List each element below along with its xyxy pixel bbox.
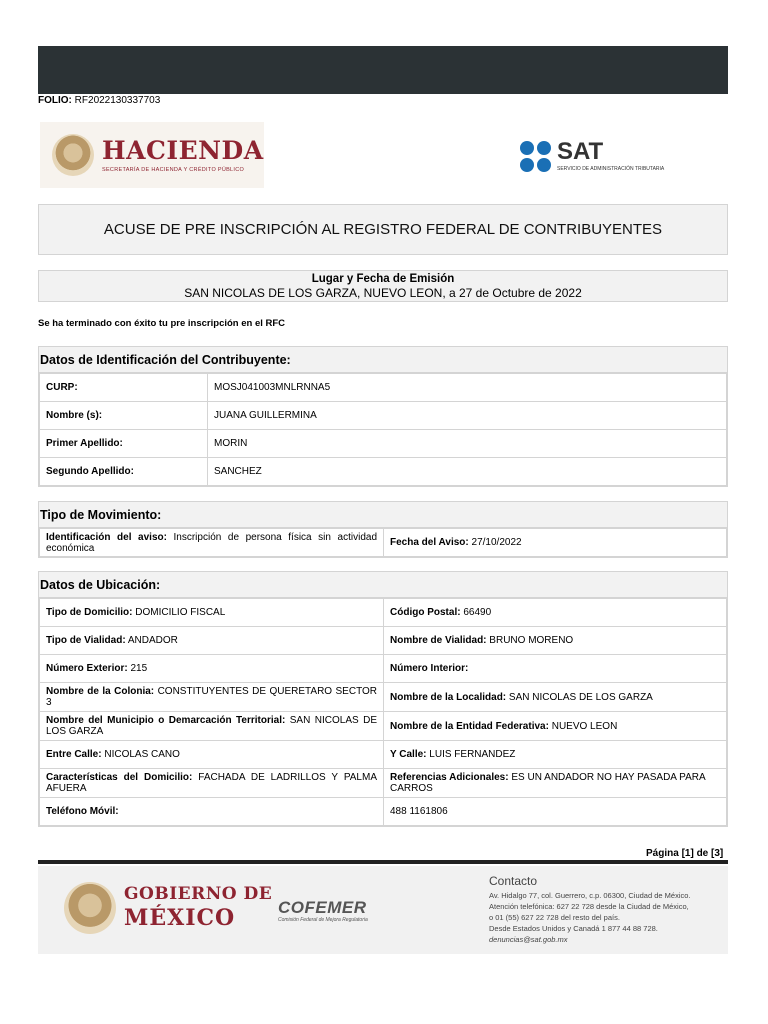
nombre-vialidad-label: Nombre de Vialidad: [390, 635, 487, 646]
entidad-cell [384, 712, 727, 741]
table-row [40, 627, 727, 655]
telefono-movil-value: 488 1161806 [390, 806, 448, 817]
localidad-value: SAN NICOLAS DE LOS GARZA [508, 691, 653, 703]
numero-interior-label: Número Interior: [390, 663, 469, 674]
telefono-movil-cell [40, 798, 384, 826]
identificacion-heading: Datos de Identificación del Contribuyente: [39, 347, 727, 373]
sat-subtitle: SERVICIO DE ADMINISTRACIÓN TRIBUTARIA [557, 166, 665, 172]
table-row [40, 798, 727, 826]
gobierno-logo [124, 884, 272, 931]
contacto-block [489, 874, 691, 945]
page-number: Página [1] de [3] [646, 848, 724, 859]
fecha-aviso-cell [384, 529, 727, 557]
numero-interior-cell [384, 655, 727, 683]
codigo-postal-cell [384, 599, 727, 627]
contacto-line: o 01 (55) 627 22 728 del resto del país. [489, 913, 620, 922]
hacienda-title: HACIENDA [102, 136, 264, 165]
cofemer-subtitle: Comisión Federal de Mejora Regulatoria [278, 917, 368, 923]
tipo-domicilio-cell [40, 599, 384, 627]
table-row [40, 599, 727, 627]
tipo-domicilio-label: Tipo de Domicilio: [46, 607, 133, 618]
nombre-vialidad-cell [384, 627, 727, 655]
mexico-seal-icon [52, 134, 94, 176]
codigo-postal-label: Código Postal: [390, 607, 461, 618]
hacienda-subtitle: SECRETARÍA DE HACIENDA Y CRÉDITO PÚBLICO [102, 167, 245, 173]
municipio-cell [40, 712, 384, 741]
colonia-value: CONSTITUYENTES DE QUERETARO SECTOR 3 [46, 686, 378, 708]
tipo-vialidad-cell [40, 627, 384, 655]
lugar-heading: Lugar y Fecha de Emisión [311, 273, 455, 285]
identificacion-table [39, 373, 727, 486]
telefono-movil-label: Teléfono Móvil: [46, 806, 119, 817]
referencias-value: ES UN ANDADOR NO HAY PASADA PARA CARROS [390, 772, 706, 794]
caracteristicas-label: Características del Domicilio: [46, 772, 193, 783]
colonia-cell [40, 683, 384, 712]
contacto-email-link[interactable]: denuncias@sat.gob.mx [489, 935, 568, 944]
municipio-label: Nombre del Municipio o Demarcación Territorial: [46, 715, 286, 726]
referencias-cell [384, 769, 727, 798]
entre-calle-value: NICOLAS CANO [104, 749, 180, 760]
tipo-vialidad-label: Tipo de Vialidad: [46, 635, 126, 646]
codigo-postal-value: 66490 [463, 607, 492, 618]
gobierno-seal-icon [64, 882, 116, 934]
success-message: Se ha terminado con éxito tu pre inscripción en el RFC [38, 318, 286, 329]
fecha-aviso-value: 27/10/2022 [471, 537, 522, 548]
sat-logo [520, 132, 698, 180]
municipio-value: SAN NICOLAS DE LOS GARZA [46, 715, 377, 737]
entidad-label: Nombre de la Entidad Federativa: [390, 720, 549, 732]
aviso-value: Inscripción de persona física sin actividad económica [46, 531, 378, 554]
table-row [40, 374, 727, 402]
contacto-line: Desde Estados Unidos y Canadá 1 877 44 88 728. [489, 924, 658, 933]
numero-exterior-cell [40, 655, 384, 683]
lugar-fecha-box [38, 270, 728, 302]
header-bar [38, 46, 728, 94]
cofemer-title: COFEMER [278, 898, 367, 917]
primer-apellido-value: MORIN [208, 430, 727, 458]
table-row [40, 430, 727, 458]
gobierno-line2: MÉXICO [124, 905, 236, 931]
fecha-aviso-label: Fecha del Aviso: [390, 537, 469, 548]
segundo-apellido-label: Segundo Apellido: [40, 458, 208, 486]
sat-dots-icon [520, 141, 551, 172]
primer-apellido-label: Primer Apellido: [40, 430, 208, 458]
caracteristicas-value: FACHADA DE LADRILLOS Y PALMA AFUERA [46, 772, 377, 794]
referencias-label: Referencias Adicionales: [390, 772, 509, 783]
gobierno-line1: GOBIERNO DE [124, 884, 273, 904]
nombre-label: Nombre (s): [40, 402, 208, 430]
caracteristicas-cell [40, 769, 384, 798]
numero-exterior-label: Número Exterior: [46, 663, 128, 674]
movimiento-heading: Tipo de Movimiento: [39, 502, 727, 528]
aviso-cell [40, 529, 384, 557]
folio [38, 95, 160, 106]
hacienda-logo [40, 122, 264, 188]
table-row [40, 683, 727, 712]
tipo-vialidad-value: ANDADOR [127, 635, 178, 646]
table-row [40, 529, 727, 557]
table-row [40, 712, 727, 741]
curp-label: CURP: [40, 374, 208, 402]
entidad-value: NUEVO LEON [551, 720, 618, 732]
contacto-line: Av. Hidalgo 77, col. Guerrero, c.p. 06300, Ciudad de México. [489, 891, 691, 900]
nombre-vialidad-value: BRUNO MORENO [489, 635, 574, 646]
contacto-heading: Contacto [489, 874, 538, 888]
table-row [40, 655, 727, 683]
table-row [40, 458, 727, 486]
folio-label: FOLIO: [38, 95, 72, 106]
contacto-line: Atención telefónica: 627 22 728 desde la Ciudad de México, [489, 902, 689, 911]
document-title: ACUSE DE PRE INSCRIPCIÓN AL REGISTRO FEDERAL DE CONTRIBUYENTES [38, 204, 728, 255]
footer [38, 866, 728, 954]
nombre-value: JUANA GUILLERMINA [208, 402, 727, 430]
curp-value: MOSJ041003MNLRNNA5 [208, 374, 727, 402]
footer-divider [38, 860, 728, 864]
aviso-label: Identificación del aviso: [46, 531, 167, 543]
identificacion-section [38, 346, 728, 487]
ubicacion-table [39, 598, 727, 826]
ubicacion-section [38, 571, 728, 827]
telefono-movil-value-cell [384, 798, 727, 826]
entre-calle-cell [40, 741, 384, 769]
y-calle-cell [384, 741, 727, 769]
movimiento-section [38, 501, 728, 558]
y-calle-label: Y Calle: [390, 749, 427, 760]
segundo-apellido-value: SANCHEZ [208, 458, 727, 486]
sat-title: SAT [557, 138, 604, 165]
entre-calle-label: Entre Calle: [46, 749, 102, 760]
folio-value: RF2022130337703 [74, 95, 161, 106]
table-row [40, 741, 727, 769]
localidad-label: Nombre de la Localidad: [390, 691, 507, 703]
ubicacion-heading: Datos de Ubicación: [39, 572, 727, 598]
colonia-label: Nombre de la Colonia: [46, 686, 155, 697]
localidad-cell [384, 683, 727, 712]
table-row [40, 769, 727, 798]
lugar-value: SAN NICOLAS DE LOS GARZA, NUEVO LEON, a 27 de Octubre de 2022 [184, 286, 582, 300]
table-row [40, 402, 727, 430]
y-calle-value: LUIS FERNANDEZ [429, 749, 516, 760]
cofemer-logo [278, 898, 368, 923]
numero-exterior-value: 215 [130, 663, 148, 674]
movimiento-table [39, 528, 727, 557]
tipo-domicilio-value: DOMICILIO FISCAL [135, 607, 226, 618]
